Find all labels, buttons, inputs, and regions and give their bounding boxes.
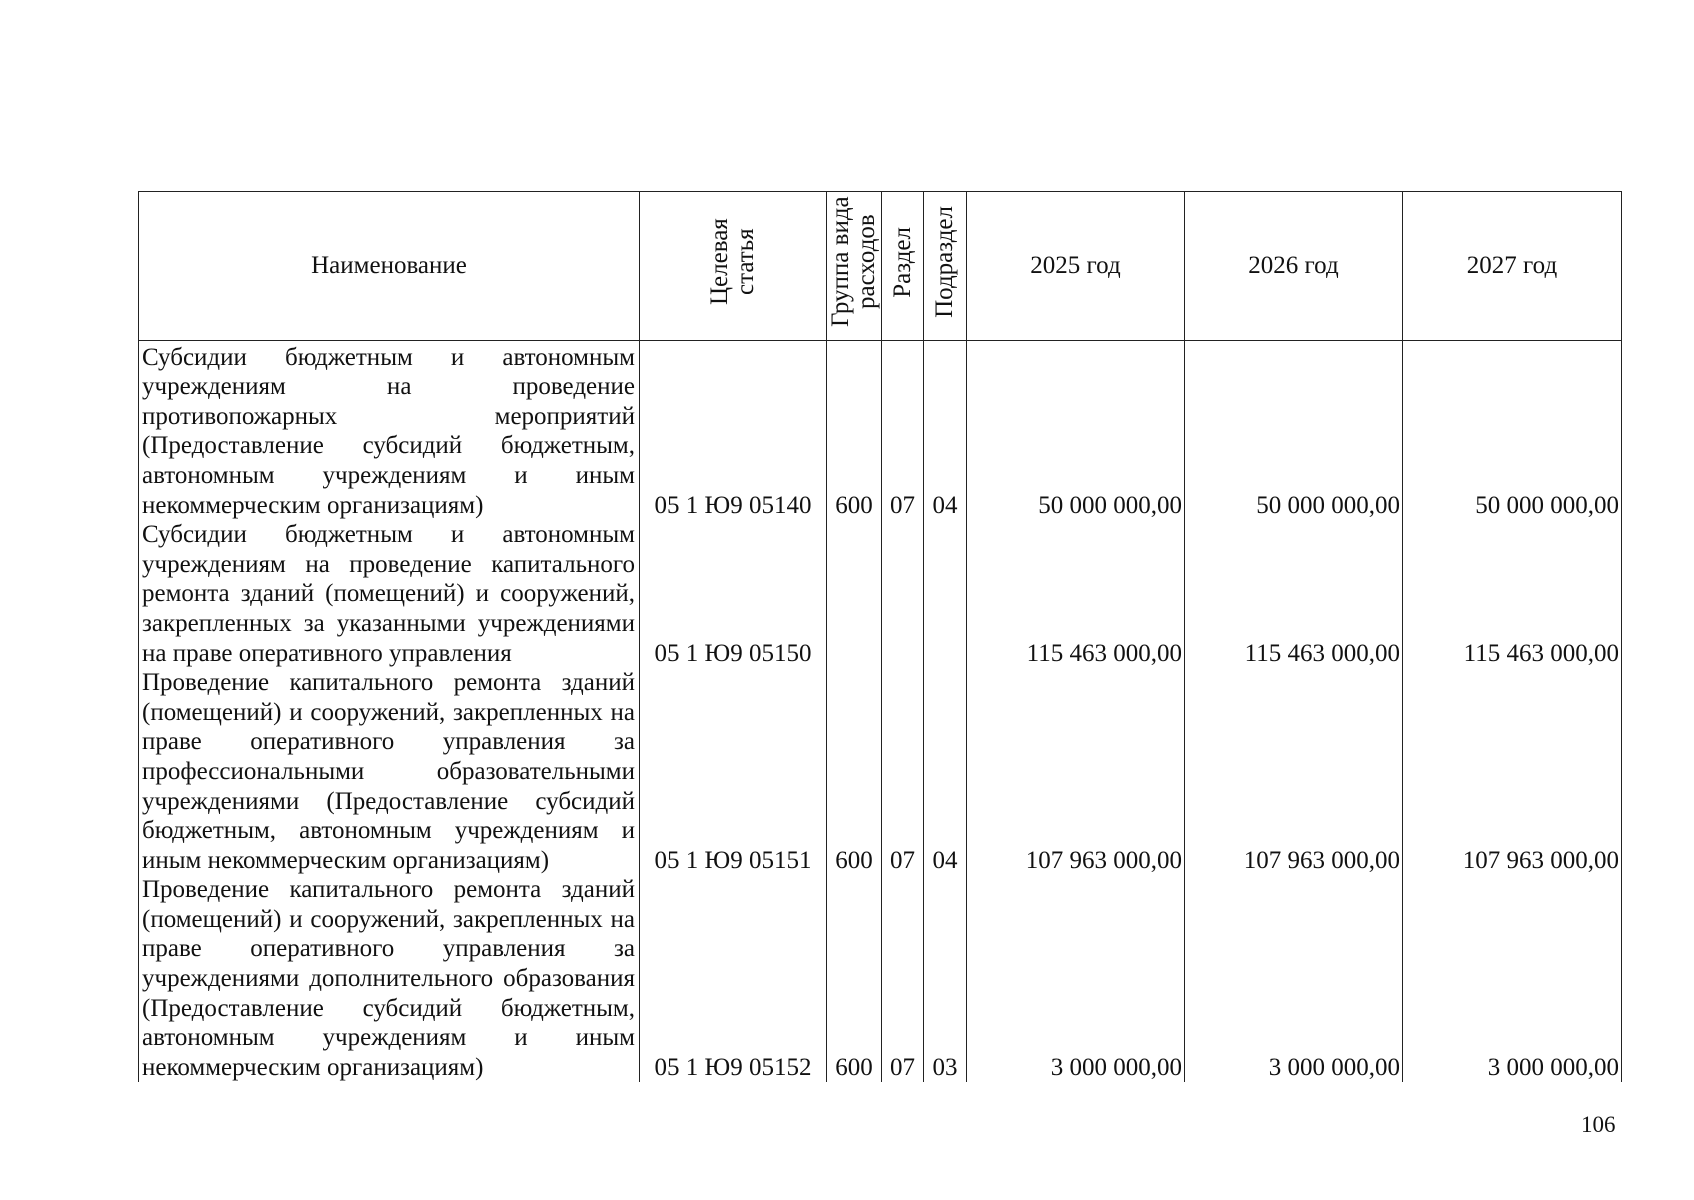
header-name: Наименование [139,192,640,341]
budget-table [138,191,1622,1082]
table-row [139,668,1622,875]
row-amount-2026: 50 000 000,00 [1185,340,1403,520]
row-amount-2026: 3 000 000,00 [1185,875,1403,1082]
row-target-article: 05 1 Ю9 05152 [640,875,827,1082]
row-section: 07 [882,340,924,520]
header-year-2026: 2026 год [1185,192,1403,341]
row-section: 07 [882,875,924,1082]
row-name: Проведение капитального ремонта зданий (помещений) и сооружений, закрепленных на праве оперативного управления за профессиональными образовательными учреждениями (Предоставление субсидий бюджетным, автономным учреждениям и иным некоммерческим организациям) [139,668,640,875]
row-amount-2027: 3 000 000,00 [1403,875,1622,1082]
row-amount-2027: 107 963 000,00 [1403,668,1622,875]
row-amount-2025: 3 000 000,00 [967,875,1185,1082]
header-section: Раздел [882,192,924,341]
row-amount-2027: 115 463 000,00 [1403,520,1622,668]
row-expense-group [827,520,882,668]
row-expense-group: 600 [827,875,882,1082]
row-name: Субсидии бюджетным и автономным учреждениям на проведение противопожарных мероприятий (Предоставление субсидий бюджетным, автономным учреждениям и иным некоммерческим организациям) [139,340,640,520]
row-subsection: 04 [924,340,967,520]
row-amount-2026: 107 963 000,00 [1185,668,1403,875]
header-subsection: Подраздел [924,192,967,341]
row-target-article: 05 1 Ю9 05150 [640,520,827,668]
table-row [139,520,1622,668]
row-name: Субсидии бюджетным и автономным учреждениям на проведение капитального ремонта зданий (помещений) и сооружений, закрепленных за указанными учреждениями на праве оперативного управления [139,520,640,668]
row-amount-2025: 107 963 000,00 [967,668,1185,875]
row-target-article: 05 1 Ю9 05151 [640,668,827,875]
header-target-article: Целевая статья [640,192,827,341]
row-name: Проведение капитального ремонта зданий (помещений) и сооружений, закрепленных на праве оперативного управления за учреждениями дополнительного образования (Предоставление субсидий бюджетным, автономным учреждениям и иным некоммерческим организациям) [139,875,640,1082]
table-header-row [139,192,1622,341]
budget-table-sheet [138,191,1621,1082]
header-year-2025: 2025 год [967,192,1185,341]
row-subsection: 03 [924,875,967,1082]
row-expense-group: 600 [827,340,882,520]
row-amount-2026: 115 463 000,00 [1185,520,1403,668]
row-subsection: 04 [924,668,967,875]
table-row [139,875,1622,1082]
row-section: 07 [882,668,924,875]
row-amount-2025: 115 463 000,00 [967,520,1185,668]
row-expense-group: 600 [827,668,882,875]
header-year-2027: 2027 год [1403,192,1622,341]
row-subsection [924,520,967,668]
row-amount-2027: 50 000 000,00 [1403,340,1622,520]
header-expense-group: Группа вида расходов [827,192,882,341]
page-number: 106 [1581,1112,1616,1137]
row-target-article: 05 1 Ю9 05140 [640,340,827,520]
table-row [139,340,1622,520]
row-amount-2025: 50 000 000,00 [967,340,1185,520]
row-section [882,520,924,668]
